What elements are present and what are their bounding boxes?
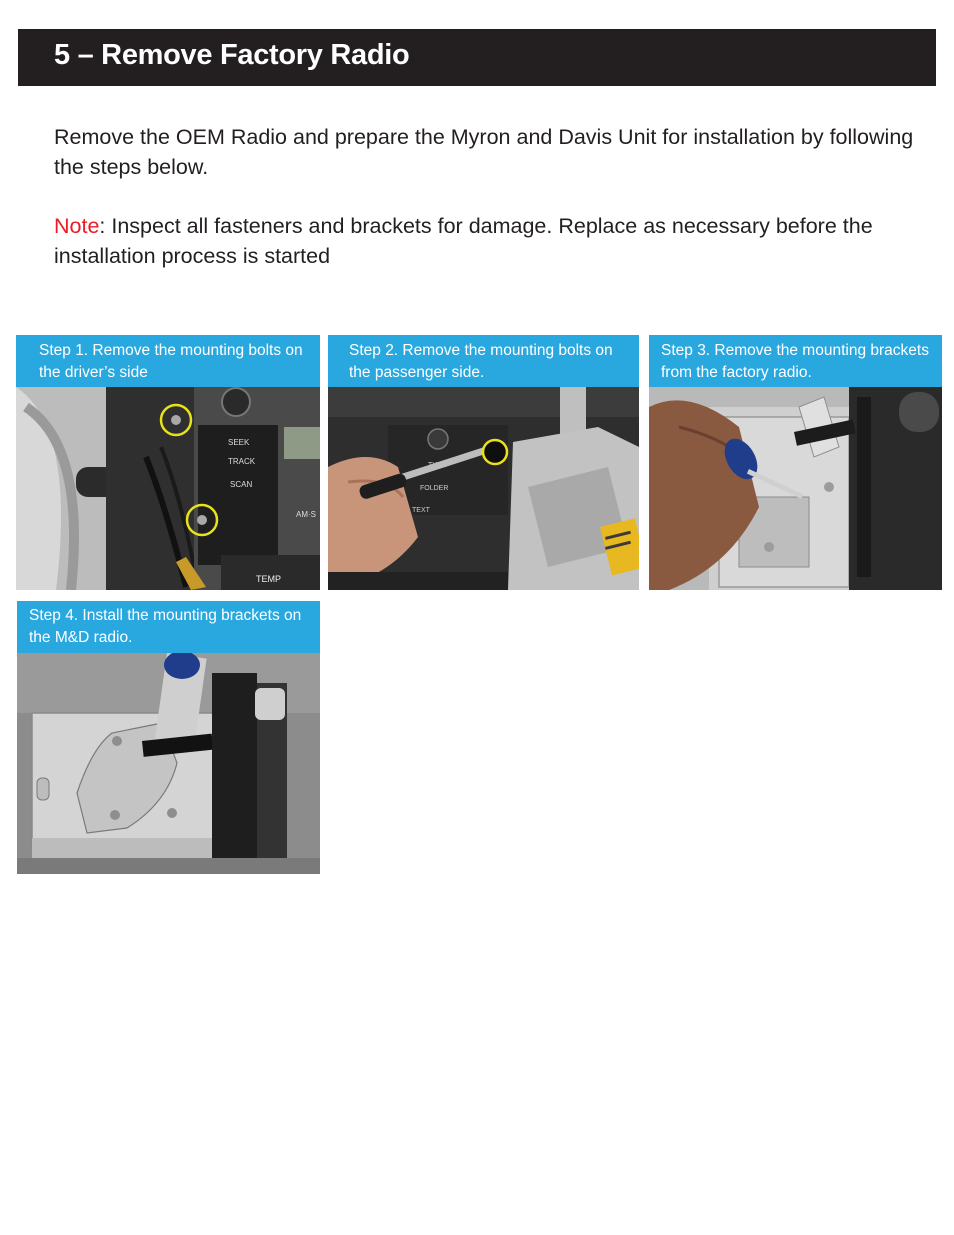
am-label: AM·S [296,510,316,519]
step-2-photo [328,387,639,590]
section-title: 5 – Remove Factory Radio [54,39,410,71]
note-label: Note [54,214,100,238]
step-1-caption: Step 1. Remove the mounting bolts on the driver’s side [16,335,320,387]
step-2-card [328,335,639,590]
step-4-card [17,601,320,874]
section-header [18,29,936,86]
intro-paragraph: Remove the OEM Radio and prepare the Myron and Davis Unit for installation by following the steps below. [54,125,914,179]
highlight-circle [483,440,507,464]
step-1-photo [16,387,320,590]
note-paragraph [54,211,914,271]
step-2-caption: Step 2. Remove the mounting bolts on the passenger side. [328,335,639,387]
step-3-caption: Step 3. Remove the mounting brackets from the factory radio. [649,335,942,387]
folder-label: FOLDER [420,485,449,492]
step-4-caption: Step 4. Install the mounting brackets on the M&D radio. [17,601,320,653]
scan-label: SCAN [230,480,253,489]
track-label: TRACK [228,457,256,466]
step-4-photo [17,653,320,874]
temp-label: TEMP [256,574,282,584]
step-3-photo [649,387,942,590]
step-3-card [649,335,942,590]
text-label: TEXT [412,507,430,514]
seek-label: SEEK [228,438,250,447]
step-1-card [16,335,320,590]
note-text: : Inspect all fasteners and brackets for damage. Replace as necessary before the installation process is started [54,214,873,268]
